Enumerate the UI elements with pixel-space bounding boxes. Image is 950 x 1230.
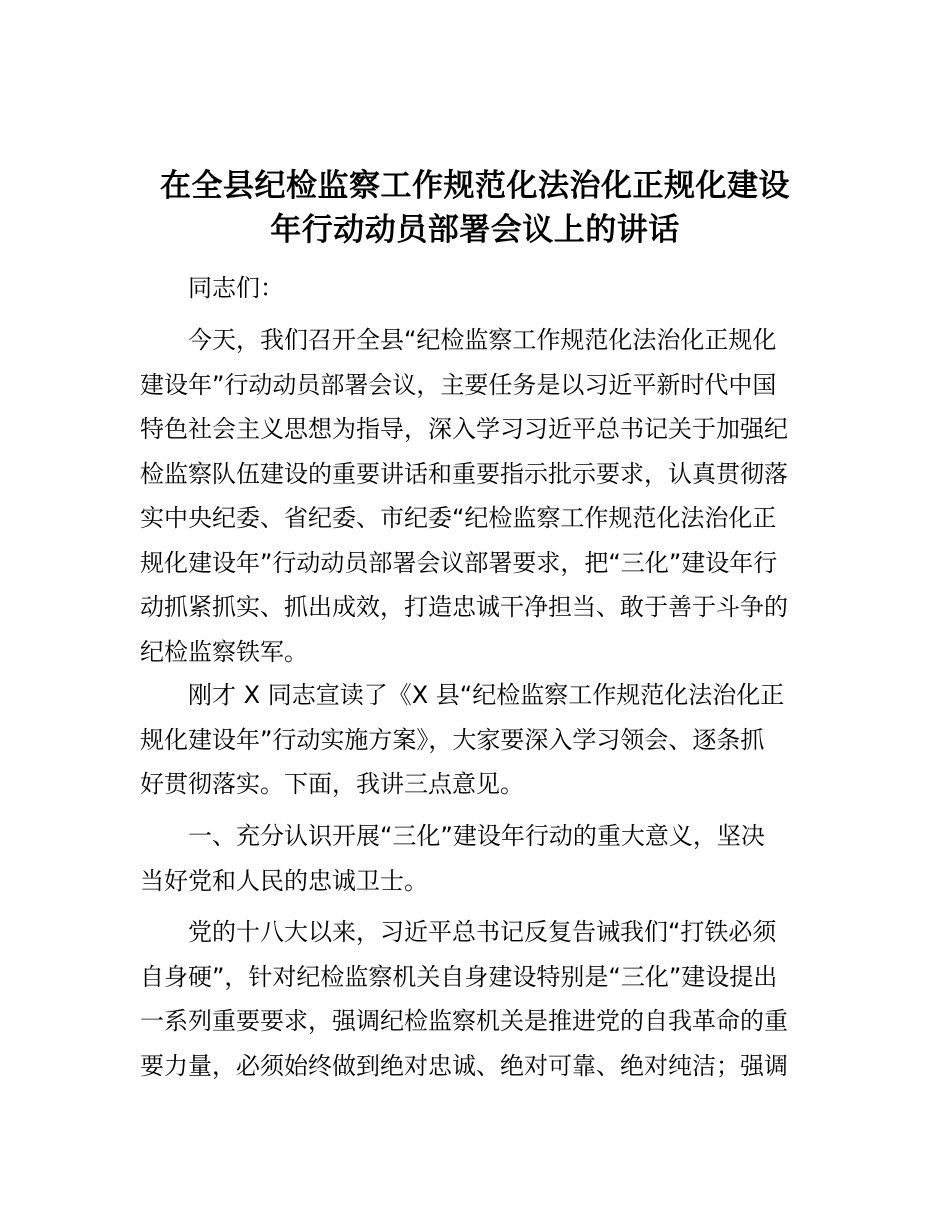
salutation: 同志们： [188, 274, 284, 302]
paragraph-line: 一系列重要要求，强调纪检监察机关是推进党的自我革命的重 [140, 1007, 788, 1035]
paragraph-line: 特色社会主义思想为指导，深入学习习近平总书记关于加强纪 [140, 415, 788, 443]
paragraph-1 [140, 318, 810, 674]
paragraph-line: 当好党和人民的忠诚卫士。 [140, 866, 428, 895]
paragraph-line: 党的十八大以来，习近平总书记反复告诫我们“打铁必须 [188, 918, 777, 946]
paragraph-line: 实中央纪委、省纪委、市纪委“纪检监察工作规范化法治化正 [140, 504, 777, 532]
paragraph-line: 刚才 X 同志宣读了《X 县“纪检监察工作规范化法治化正 [188, 681, 785, 709]
paragraph-4 [140, 910, 810, 1088]
paragraph-line: 规化建设年”行动实施方案》，大家要深入学习领会、逐条抓 [140, 725, 765, 754]
paragraph-line: 规化建设年”行动动员部署会议部署要求，把“三化”建设年行 [140, 548, 778, 577]
paragraph-2 [140, 673, 810, 807]
paragraph-line: 今天，我们召开全县“纪检监察工作规范化法治化正规化 [188, 326, 777, 354]
title-line-1: 在全县纪检监察工作规范化法治化正规化建设 [160, 168, 790, 204]
paragraph-line: 自身硬”，针对纪检监察机关自身建设特别是“三化”建设提出 [140, 962, 778, 991]
title-line-2: 年行动动员部署会议上的讲话 [270, 212, 680, 248]
paragraph-line: 一、充分认识开展“三化”建设年行动的重大意义，坚决 [188, 822, 765, 850]
document-title [140, 164, 810, 252]
paragraph-line: 纪检监察铁军。 [140, 637, 308, 666]
paragraph-line: 检监察队伍建设的重要讲话和重要指示批示要求，认真贯彻落 [140, 459, 788, 488]
paragraph-line: 要力量，必须始终做到绝对忠诚、绝对可靠、绝对纯洁；强调 [140, 1051, 788, 1080]
paragraph-line: 动抓紧抓实、抓出成效，打造忠诚干净担当、敢于善于斗争的 [140, 593, 788, 621]
paragraph-3-heading [140, 814, 810, 903]
paragraph-line: 建设年”行动动员部署会议，主要任务是以习近平新时代中国 [140, 370, 777, 399]
paragraph-line: 好贯彻落实。下面，我讲三点意见。 [140, 770, 524, 798]
